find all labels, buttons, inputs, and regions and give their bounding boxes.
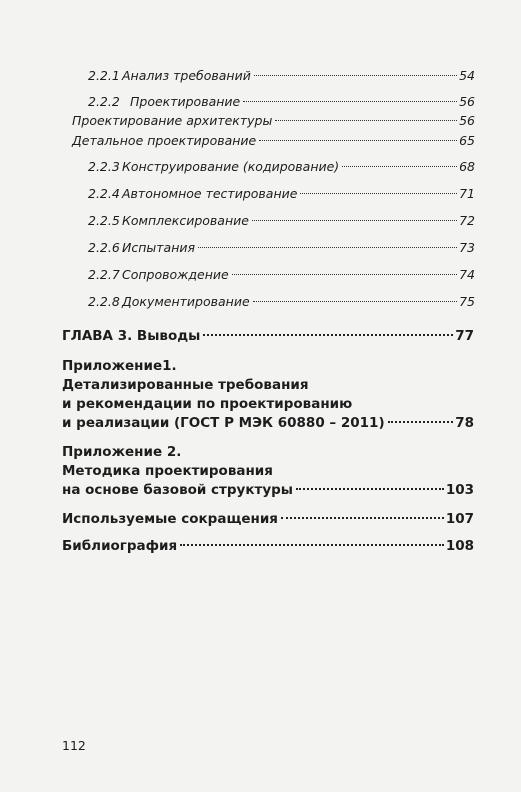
dot-leader (259, 140, 457, 141)
entry-title: Библиография (62, 538, 178, 554)
entry-title: Конструирование (кодирование) (122, 159, 340, 174)
entry-page: 65 (459, 133, 475, 148)
entry-page: 103 (445, 482, 474, 498)
dot-leader (296, 488, 444, 490)
entry-number: 2.2.8 (88, 294, 120, 309)
entry-number: 2.2.3 (88, 159, 120, 174)
dot-leader (253, 301, 457, 302)
dot-leader (342, 166, 457, 167)
appendix-1-title-line: Детализированные требования (62, 377, 309, 393)
entry-page: 71 (459, 186, 475, 201)
toc-entry-2-2-6 (88, 238, 475, 258)
toc-entry-2-2-8 (88, 292, 475, 312)
dot-leader (232, 274, 457, 275)
entry-title: Автономное тестирование (122, 186, 298, 201)
toc-entry-2-2-1 (88, 66, 475, 86)
entry-title: Сопровождение (122, 267, 229, 282)
entry-number: 2.2.2 (88, 94, 120, 109)
dot-leader (243, 101, 457, 102)
dot-leader (252, 220, 457, 221)
entry-page: 54 (459, 68, 475, 83)
toc-entry-appendix-2 (62, 480, 474, 500)
entry-number: 2.2.4 (88, 186, 120, 201)
entry-title: и реализации (ГОСТ Р МЭК 60880 – 2011) (62, 415, 385, 431)
entry-page: 108 (445, 538, 474, 554)
entry-title: Проектирование архитектуры (72, 113, 273, 128)
entry-number: 2.2.6 (88, 240, 120, 255)
appendix-1-title-line: и рекомендации по проектированию (62, 396, 353, 412)
toc-entry-detailed-design (72, 131, 475, 151)
entry-page: 107 (445, 511, 474, 527)
dot-leader (198, 247, 457, 248)
entry-title: Проектирование (130, 94, 241, 109)
entry-page: 56 (459, 113, 475, 128)
page-number: 112 (62, 738, 86, 753)
toc-entry-bibliography (62, 536, 474, 556)
entry-title: Комплексирование (122, 213, 249, 228)
entry-title: Документирование (122, 294, 250, 309)
entry-page: 72 (459, 213, 475, 228)
dot-leader (203, 334, 453, 336)
entry-page: 68 (459, 159, 475, 174)
toc-entry-appendix-1 (62, 413, 474, 433)
entry-page: 56 (459, 94, 475, 109)
entry-number: 2.2.1 (88, 68, 120, 83)
appendix-1-label: Приложение1. (62, 358, 177, 374)
entry-title: Анализ требований (122, 68, 251, 83)
toc-entry-2-2-3 (88, 157, 475, 177)
dot-leader (388, 421, 454, 423)
toc-entry-2-2-2 (88, 92, 475, 112)
appendix-2-label: Приложение 2. (62, 444, 182, 460)
dot-leader (275, 120, 457, 121)
entry-number: 2.2.5 (88, 213, 120, 228)
entry-page: 73 (459, 240, 475, 255)
toc-entry-architecture (72, 111, 475, 131)
entry-page: 75 (459, 294, 475, 309)
entry-page: 74 (459, 267, 475, 282)
toc-entry-2-2-4 (88, 184, 475, 204)
entry-title: Используемые сокращения (62, 511, 278, 527)
entry-page: 77 (455, 328, 474, 344)
entry-title: ГЛАВА 3. Выводы (62, 328, 201, 344)
dot-leader (254, 75, 457, 76)
entry-number: 2.2.7 (88, 267, 120, 282)
toc-entry-2-2-5 (88, 211, 475, 231)
toc-entry-2-2-7 (88, 265, 475, 285)
entry-title: на основе базовой структуры (62, 482, 293, 498)
toc-entry-abbreviations (62, 509, 474, 529)
toc-entry-chapter-3 (62, 326, 474, 346)
dot-leader (180, 544, 444, 546)
dot-leader (300, 193, 457, 194)
appendix-2-title-line: Методика проектирования (62, 463, 273, 479)
dot-leader (281, 517, 444, 519)
entry-page: 78 (455, 415, 474, 431)
entry-title: Испытания (122, 240, 196, 255)
entry-title: Детальное проектирование (72, 133, 257, 148)
